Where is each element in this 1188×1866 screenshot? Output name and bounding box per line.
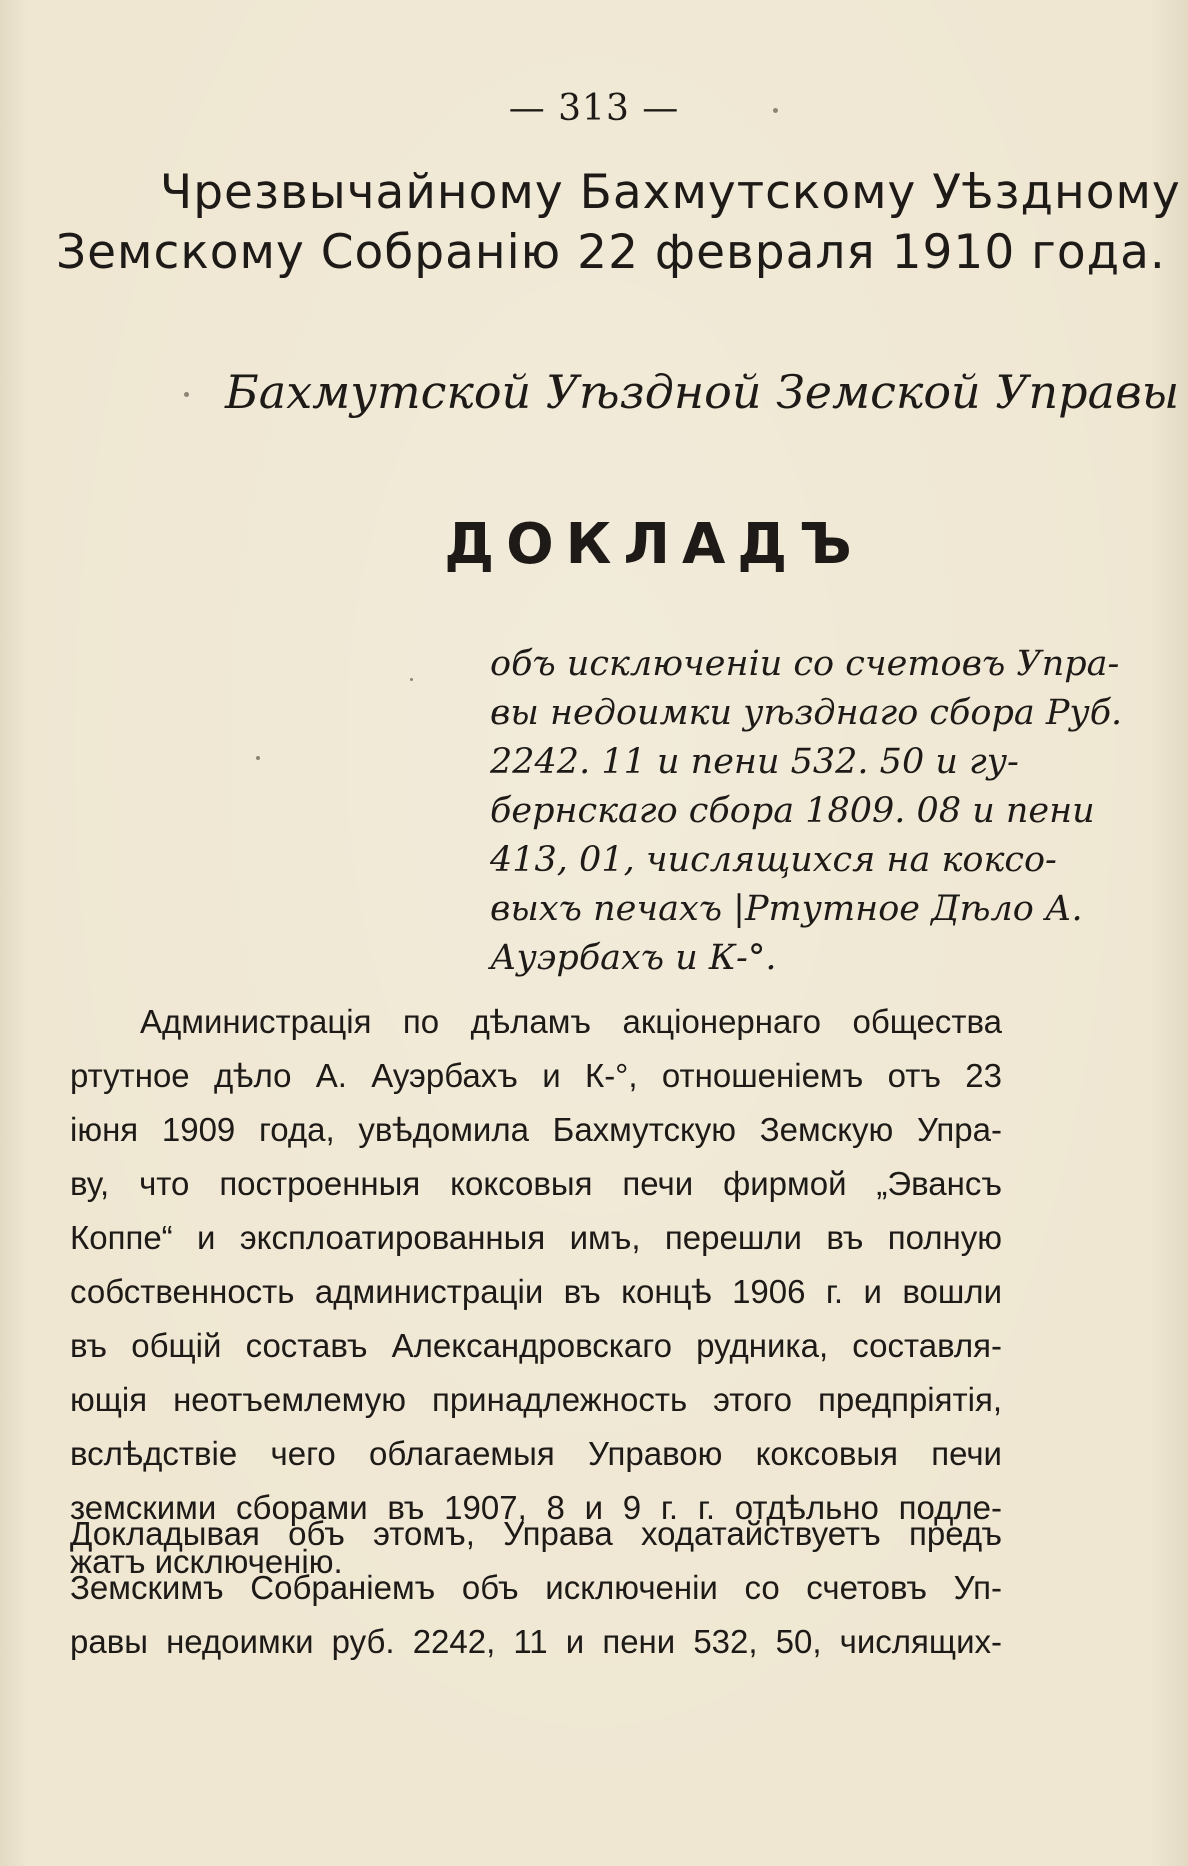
- subject-line: вы недоимки уѣзднаго сбора Руб.: [490, 693, 1123, 733]
- paragraph-line: ющія неотъемлемую принадлежность этого предпріятія,: [70, 1381, 1002, 1418]
- paragraph-line: Земскимъ Собраніемъ объ исключеніи со счетовъ Уп-: [70, 1569, 1002, 1606]
- paragraph-line: земскими сборами въ 1907, 8 и 9 г. г. отдѣльно подле-: [70, 1489, 1002, 1526]
- paragraph-line: равы недоимки руб. 2242, 11 и пени 532, 50, числящих-: [70, 1623, 1002, 1660]
- paragraph-line: іюня 1909 года, увѣдомила Бахмутскую Земскую Упра-: [70, 1111, 1002, 1148]
- paragraph-line: ву, что построенныя коксовыя печи фирмой „Эвансъ: [70, 1165, 1002, 1202]
- report-title: ДОКЛАДЪ: [444, 512, 864, 577]
- report-subject: [490, 640, 1123, 983]
- subject-line: 2242. 11 и пени 532. 50 и гу-: [490, 742, 1019, 782]
- subject-line: выхъ печахъ |Ртутное Дѣло А.: [490, 889, 1083, 929]
- paragraph-line: въ общій составъ Александровскаго рудника, составля-: [70, 1327, 1002, 1364]
- page-number: — 313 —: [508, 88, 680, 129]
- subject-line: 413, 01, числящихся на коксо-: [490, 840, 1057, 880]
- paragraph-line: Докладывая объ этомъ, Управа ходатайствуетъ предъ: [70, 1515, 1002, 1552]
- paragraph-line: жатъ исключенію.: [70, 1543, 343, 1580]
- paragraph-1: [70, 995, 1002, 1589]
- paragraph-line: собственность администраціи въ концѣ 1906 г. и вошли: [70, 1273, 1002, 1310]
- paper-speck: [256, 756, 260, 760]
- paragraph-line: Коппе“ и эксплоатированныя имъ, перешли въ полную: [70, 1219, 1002, 1256]
- heading-line-2: Земскому Собранію 22 февраля 1910 года.: [56, 225, 1166, 280]
- paper-speck: [773, 108, 778, 113]
- subject-line: бернскаго сбора 1809. 08 и пени: [490, 791, 1095, 831]
- paper-speck: [410, 678, 413, 681]
- subject-line: Ауэрбахъ и К-°.: [490, 938, 777, 978]
- paragraph-line: ртутное дѣло А. Ауэрбахъ и К-°, отношеніемъ отъ 23: [70, 1057, 1002, 1094]
- heading-line-1: Чрезвычайному Бахмутскому Уѣздному: [160, 165, 1181, 220]
- paragraph-line: Администрація по дѣламъ акціонернаго общества: [140, 1003, 1002, 1040]
- paper-speck: [184, 392, 189, 397]
- paragraph-2: [70, 1507, 1002, 1669]
- subject-line: объ исключеніи со счетовъ Упра-: [490, 644, 1120, 684]
- issuing-authority: Бахмутской Уѣздной Земской Управы: [225, 365, 1180, 419]
- paragraph-line: вслѣдствіе чего облагаемыя Управою коксовыя печи: [70, 1435, 1002, 1472]
